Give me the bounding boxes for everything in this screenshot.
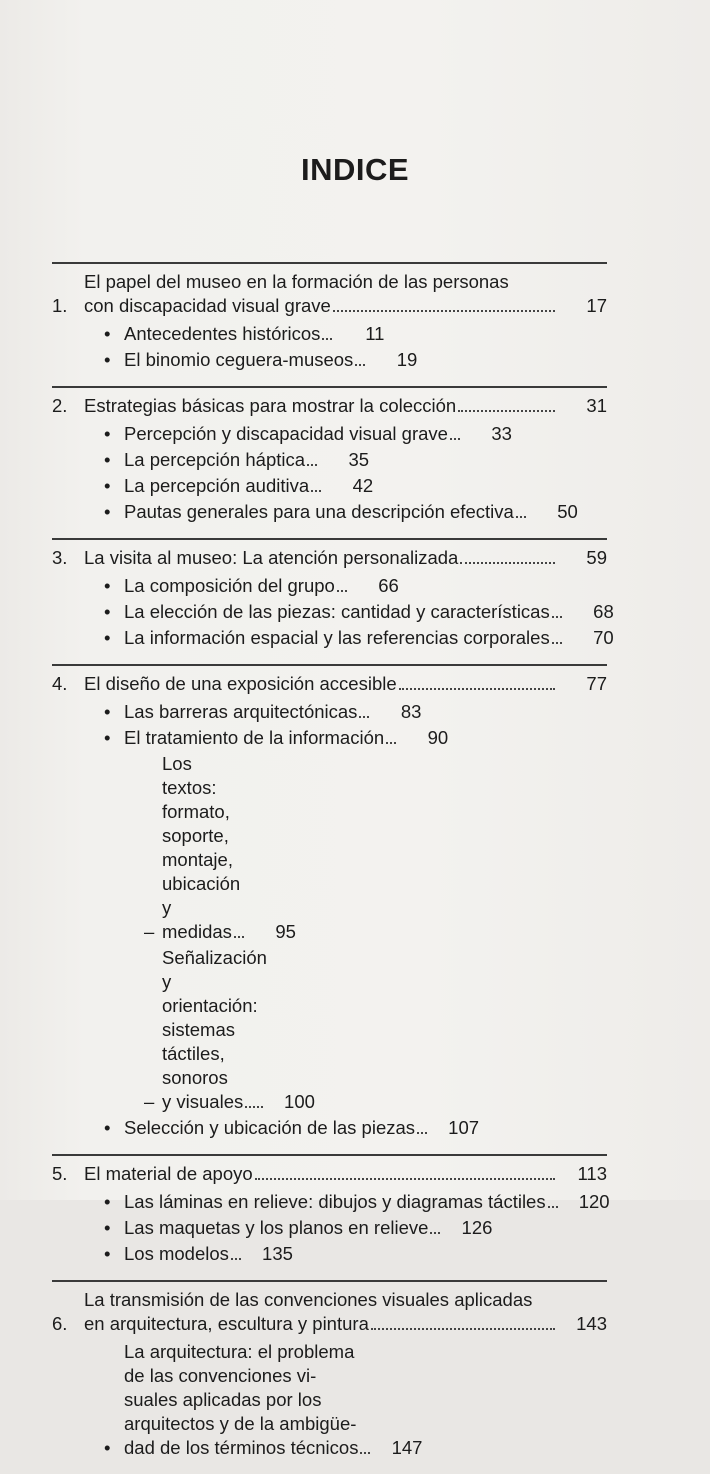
dot-leader xyxy=(245,1106,263,1108)
chapter-number: 4. xyxy=(52,673,68,694)
dot-leader xyxy=(371,1328,555,1330)
entry-title-last-line xyxy=(124,700,373,724)
entry-title xyxy=(124,1116,431,1140)
entry-title-line: Las láminas en relieve: dibujos y diagramas táctiles xyxy=(124,1191,546,1212)
entry-title-last-line xyxy=(84,1312,559,1336)
page-number: 31 xyxy=(586,395,607,416)
page-number: 59 xyxy=(586,547,607,568)
bullet-icon: • xyxy=(104,449,111,470)
page-number: 83 xyxy=(400,701,422,722)
page-number: 120 xyxy=(578,1191,610,1212)
entry-title-line: La transmisión de las convenciones visuales aplicadas xyxy=(84,1289,533,1310)
entry-title-line: en arquitectura, escultura y pintura xyxy=(84,1313,369,1334)
section-entry xyxy=(52,1116,480,1140)
entry-title-line: y visuales xyxy=(162,1091,244,1112)
chapter-entry xyxy=(52,394,607,418)
entry-title-line: La percepción auditiva xyxy=(124,475,310,496)
entry-title-last-line xyxy=(84,294,559,318)
entry-title xyxy=(84,1162,559,1186)
entry-title xyxy=(84,394,559,418)
section-divider xyxy=(52,538,607,540)
page-number: 68 xyxy=(593,601,614,622)
bullet-icon: • xyxy=(104,1117,111,1138)
entry-title-line: Las maquetas y los planos en relieve xyxy=(124,1217,429,1238)
bullet-icon: • xyxy=(104,701,111,722)
entry-title-last-line xyxy=(124,1216,444,1240)
entry-title-line: medidas xyxy=(162,921,232,942)
page-number: 33 xyxy=(491,423,512,444)
entry-title xyxy=(124,1340,374,1460)
dot-leader xyxy=(386,742,396,744)
section-divider xyxy=(52,1280,607,1282)
entry-title xyxy=(124,726,400,750)
section-entry xyxy=(52,500,578,524)
dot-leader xyxy=(460,562,555,564)
entry-title-last-line xyxy=(124,626,566,650)
page-number: 19 xyxy=(396,349,418,370)
page-number: 100 xyxy=(284,1091,315,1112)
dot-leader xyxy=(417,1132,427,1134)
chapter-entry xyxy=(52,1288,607,1336)
entry-title-last-line xyxy=(124,500,530,524)
entry-title xyxy=(124,626,566,650)
bullet-icon: • xyxy=(104,727,111,748)
entry-title-line: suales aplicadas por los arquitectos y de la ambigüe- xyxy=(124,1389,357,1434)
bullet-icon: • xyxy=(104,601,111,622)
entry-title-line: El diseño de una exposición accesible xyxy=(84,673,397,694)
entry-title-line: El tratamiento de la información xyxy=(124,727,385,748)
entry-title xyxy=(84,1288,559,1336)
dot-leader xyxy=(552,616,562,618)
toc-chapter xyxy=(52,538,614,650)
page-number: 42 xyxy=(352,475,374,496)
dot-leader xyxy=(333,310,555,312)
entry-title xyxy=(124,322,336,346)
section-divider xyxy=(52,262,607,264)
bullet-icon: • xyxy=(104,1217,111,1238)
page-number: 50 xyxy=(557,501,578,522)
entry-title-last-line xyxy=(124,600,566,624)
section-entry xyxy=(52,348,418,372)
chapter-number: 2. xyxy=(52,395,68,416)
entry-title xyxy=(124,348,369,372)
page-number: 77 xyxy=(586,673,607,694)
toc-chapter xyxy=(52,386,607,524)
entry-title-last-line xyxy=(124,726,400,750)
dot-leader xyxy=(355,364,365,366)
entry-title-last-line xyxy=(124,1190,562,1214)
section-entry xyxy=(52,1242,293,1266)
entry-title-line: Las barreras arquitectónicas xyxy=(124,701,358,722)
entry-title-line: con discapacidad visual grave xyxy=(84,295,331,316)
bullet-icon: • xyxy=(104,1243,111,1264)
entry-title-line: La composición del grupo xyxy=(124,575,335,596)
page-number: 126 xyxy=(461,1217,493,1238)
page-number: 11 xyxy=(365,323,385,344)
page-number: 95 xyxy=(275,921,296,942)
entry-title-line: La elección de las piezas: cantidad y características xyxy=(124,601,550,622)
entry-title-line: Estrategias básicas para mostrar la colección xyxy=(84,395,457,416)
page-number: 35 xyxy=(348,449,370,470)
page-title: INDICE xyxy=(300,152,410,187)
dot-leader xyxy=(234,936,244,938)
page-number: 113 xyxy=(577,1163,607,1184)
page-number: 135 xyxy=(262,1243,293,1264)
dot-leader xyxy=(430,1232,440,1234)
dot-leader xyxy=(548,1206,558,1208)
chapter-entry xyxy=(52,1162,607,1186)
entry-title-last-line xyxy=(124,1436,374,1460)
entry-title-line: Antecedentes históricos xyxy=(124,323,321,344)
entry-title-line: Los textos: formato, soporte, montaje, ubicación y xyxy=(162,753,241,918)
section-entry xyxy=(52,474,374,498)
chapter-number: 6. xyxy=(52,1313,68,1334)
bullet-icon: • xyxy=(104,349,111,370)
entry-title-line: Los modelos xyxy=(124,1243,229,1264)
page-number: 66 xyxy=(378,575,399,596)
entry-title xyxy=(124,1190,562,1214)
dot-leader xyxy=(255,1178,555,1180)
entry-title xyxy=(124,700,373,724)
dot-leader xyxy=(337,590,347,592)
entry-title-line: La arquitectura: el problema de las convenciones vi- xyxy=(124,1341,355,1386)
entry-title xyxy=(124,500,530,524)
section-entry xyxy=(52,700,422,724)
section-entry xyxy=(52,1340,423,1460)
bullet-icon: • xyxy=(104,1437,111,1458)
toc-chapter xyxy=(52,1154,610,1266)
chapter-entry xyxy=(52,270,607,318)
entry-title-line: Selección y ubicación de las piezas xyxy=(124,1117,416,1138)
section-entry xyxy=(52,1216,493,1240)
page-number: 147 xyxy=(391,1437,423,1458)
dot-leader xyxy=(322,338,332,340)
entry-title-last-line xyxy=(84,1162,559,1186)
entry-title-last-line xyxy=(124,574,351,598)
subsection-entry xyxy=(52,752,296,944)
bullet-icon: • xyxy=(104,423,111,444)
entry-title xyxy=(124,474,325,498)
section-entry xyxy=(52,1190,610,1214)
entry-title xyxy=(84,546,559,570)
section-divider xyxy=(52,664,607,666)
entry-title-line: dad de los términos técnicos xyxy=(124,1437,359,1458)
entry-title xyxy=(124,1216,444,1240)
entry-title-line: El material de apoyo xyxy=(84,1163,253,1184)
section-entry xyxy=(52,600,614,624)
dot-leader xyxy=(231,1258,241,1260)
chapter-number: 1. xyxy=(52,295,68,316)
table-of-contents xyxy=(52,262,614,1474)
page-number: 143 xyxy=(576,1313,607,1334)
entry-title xyxy=(124,574,351,598)
entry-title-last-line xyxy=(162,920,248,944)
entry-title-last-line xyxy=(124,422,464,446)
bullet-icon: • xyxy=(104,1191,111,1212)
entry-title-line: La percepción háptica xyxy=(124,449,306,470)
entry-title-last-line xyxy=(124,322,336,346)
entry-title xyxy=(162,946,267,1114)
entry-title-line: Percepción y discapacidad visual grave xyxy=(124,423,448,444)
page-number: 107 xyxy=(448,1117,480,1138)
entry-title-last-line xyxy=(124,448,321,472)
dot-leader xyxy=(359,716,369,718)
section-entry xyxy=(52,448,370,472)
bullet-icon: • xyxy=(104,323,111,344)
entry-title-line: El papel del museo en la formación de las personas xyxy=(84,271,509,292)
dot-leader xyxy=(552,642,562,644)
dot-leader xyxy=(450,438,460,440)
dash-icon: – xyxy=(144,921,155,942)
dot-leader xyxy=(311,490,321,492)
section-entry xyxy=(52,322,385,346)
entry-title-line: Pautas generales para una descripción efectiva xyxy=(124,501,514,522)
entry-title-last-line xyxy=(124,1242,245,1266)
entry-title-last-line xyxy=(162,1090,267,1114)
entry-title-last-line xyxy=(124,1116,431,1140)
entry-title-last-line xyxy=(124,474,325,498)
page-number: 90 xyxy=(427,727,449,748)
chapter-number: 5. xyxy=(52,1163,68,1184)
entry-title xyxy=(124,422,464,446)
bullet-icon: • xyxy=(104,575,111,596)
dot-leader xyxy=(458,410,555,412)
chapter-entry xyxy=(52,546,607,570)
page-number: 70 xyxy=(593,627,614,648)
page-number: 17 xyxy=(586,295,607,316)
entry-title-line: El binomio ceguera-museos xyxy=(124,349,354,370)
toc-chapter xyxy=(52,1280,607,1460)
entry-title-last-line xyxy=(84,546,559,570)
section-entry xyxy=(52,574,399,598)
entry-title-line: La información espacial y las referencias corporales xyxy=(124,627,550,648)
section-divider xyxy=(52,386,607,388)
section-entry xyxy=(52,626,614,650)
chapter-entry xyxy=(52,672,607,696)
entry-title-last-line xyxy=(84,672,559,696)
entry-title-last-line xyxy=(84,394,559,418)
entry-title-last-line xyxy=(124,348,369,372)
entry-title-line: Señalización y orientación: sistemas táctiles, sonoros xyxy=(162,947,267,1088)
entry-title xyxy=(84,270,559,318)
toc-chapter xyxy=(52,262,607,372)
subsection-entry xyxy=(52,946,315,1114)
bullet-icon: • xyxy=(104,627,111,648)
toc-chapter xyxy=(52,664,607,1140)
entry-title xyxy=(84,672,559,696)
dot-leader xyxy=(307,464,317,466)
dash-icon: – xyxy=(144,1091,155,1112)
bullet-icon: • xyxy=(104,475,111,496)
section-entry xyxy=(52,422,512,446)
entry-title xyxy=(162,752,248,944)
entry-title xyxy=(124,448,321,472)
dot-leader xyxy=(399,688,555,690)
bullet-icon: • xyxy=(104,501,111,522)
entry-title xyxy=(124,600,566,624)
dot-leader xyxy=(516,516,526,518)
section-entry xyxy=(52,726,449,750)
entry-title-line: La visita al museo: La atención personalizada xyxy=(84,547,459,568)
section-divider xyxy=(52,1154,607,1156)
chapter-number: 3. xyxy=(52,547,68,568)
dot-leader xyxy=(360,1452,370,1454)
entry-title xyxy=(124,1242,245,1266)
